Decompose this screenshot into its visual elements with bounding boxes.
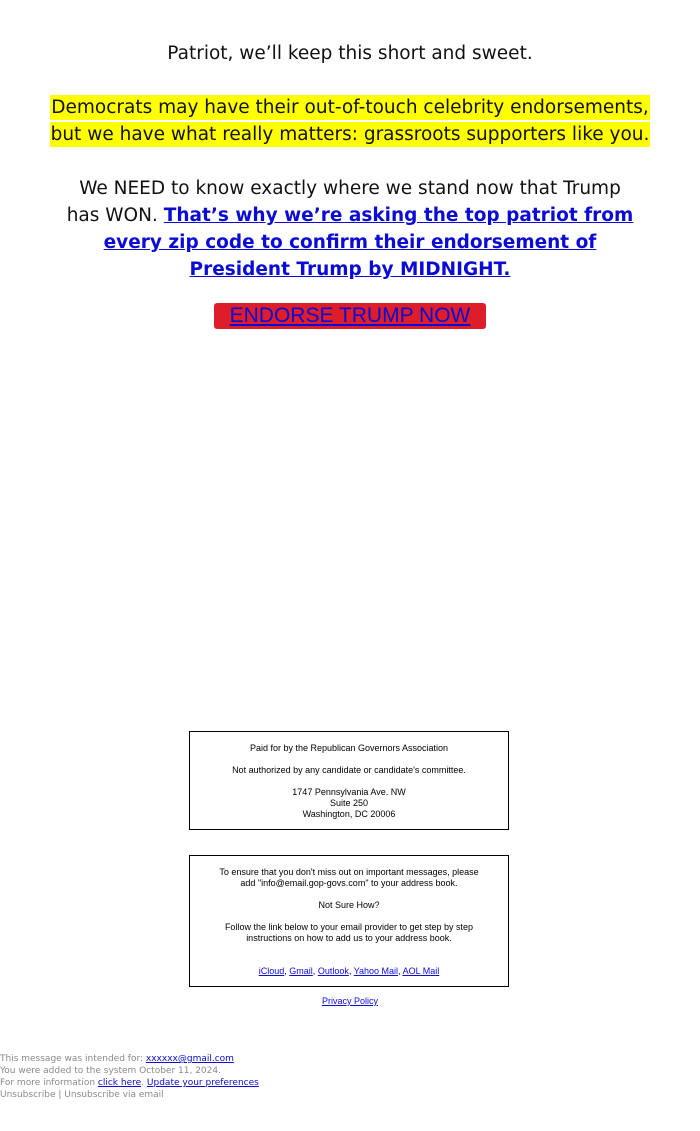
address-line-1: 1747 Pennsylvania Ave. NW (292, 787, 406, 797)
highlight-line-1: Democrats may have their out-of-touch celebrity endorsements, (51, 97, 649, 118)
privacy-policy-row (0, 996, 700, 1007)
unsubscribe-line (0, 1089, 259, 1101)
body-paragraph (60, 175, 640, 283)
paid-for-text: Paid for by the Republican Governors Association (249, 743, 449, 753)
not-sure-how: Not Sure How? (318, 900, 380, 910)
follow-line-1: Follow the link below to your email provider to get step by step (224, 922, 474, 932)
more-info-line (0, 1077, 259, 1089)
more-info-label: For more information (0, 1078, 98, 1088)
intended-for-line (0, 1053, 259, 1065)
disclaimer-box (189, 731, 509, 830)
endorse-button-label[interactable]: ENDORSE TRUMP NOW (229, 304, 471, 327)
intro-text: Patriot, we’ll keep this short and sweet. (167, 43, 533, 64)
endorse-button[interactable] (214, 303, 486, 329)
follow-line-2: instructions on how to add us to your address book. (246, 933, 452, 943)
provider-link-yahoo[interactable]: Yahoo Mail (353, 966, 399, 976)
address-line-2: Suite 250 (329, 798, 369, 808)
unsubscribe-link[interactable]: Unsubscribe (0, 1090, 56, 1100)
address-book-box (189, 855, 509, 987)
highlighted-paragraph (0, 94, 700, 148)
privacy-policy-link[interactable]: Privacy Policy (321, 996, 378, 1006)
provider-links: iCloud, Gmail, Outlook, Yahoo Mail, AOL Mail (258, 966, 440, 976)
highlight-line-2: but we have what really matters: grassroots supporters like you. (50, 124, 650, 145)
recipient-email-link[interactable]: xxxxxx@gmail.com (145, 1054, 234, 1064)
ensure-line-1: To ensure that you don't miss out on important messages, please (219, 867, 479, 877)
provider-link-outlook[interactable]: Outlook (317, 966, 349, 976)
email-footer (0, 1053, 259, 1101)
click-here-link[interactable]: click here (97, 1078, 142, 1088)
body-text: We NEED to know exactly where we stand now that Trump has WON. (66, 178, 621, 226)
update-preferences-link[interactable]: Update your preferences (146, 1078, 259, 1088)
not-authorized-text: Not authorized by any candidate or candidate's committee. (232, 765, 466, 775)
provider-link-gmail[interactable]: Gmail (289, 966, 313, 976)
unsubscribe-separator: | (58, 1090, 62, 1100)
provider-link-icloud[interactable]: iCloud (258, 966, 285, 976)
provider-link-aol[interactable]: AOL Mail (402, 966, 440, 976)
unsubscribe-email-link[interactable]: Unsubscribe via email (64, 1090, 164, 1100)
address-line-3: Washington, DC 20006 (302, 809, 396, 819)
added-date-line: You were added to the system October 11, 2024. (0, 1066, 221, 1076)
ensure-line-2: add "info@email.gop-govs.com" to your address book. (240, 878, 458, 888)
intended-for-label: This message was intended for: (0, 1054, 146, 1064)
more-info-period: . (141, 1078, 145, 1088)
zip-code-endorsement-link[interactable]: That’s why we’re asking the top patriot from every zip code to confirm their endorsement of President Trump by MIDNIGHT. (103, 205, 634, 280)
